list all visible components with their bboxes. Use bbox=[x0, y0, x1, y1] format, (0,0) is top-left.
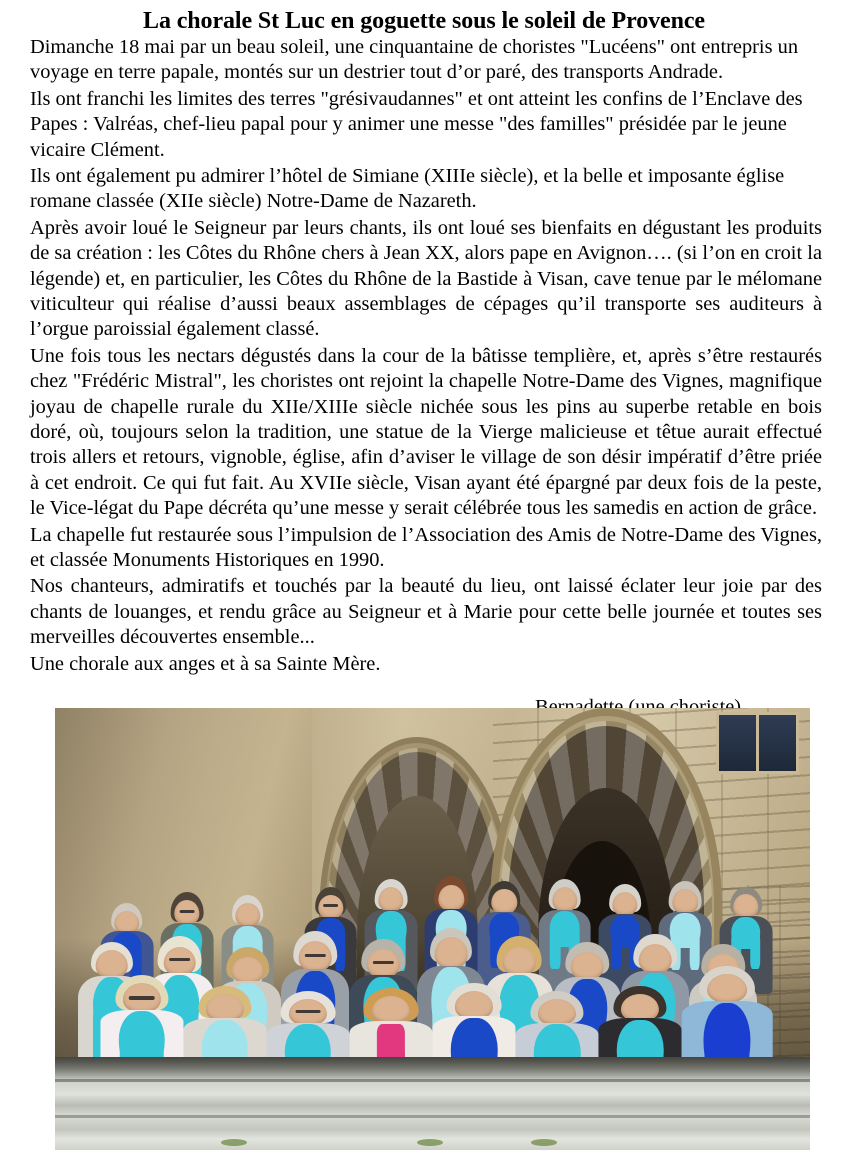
sunglasses bbox=[169, 958, 191, 961]
head bbox=[503, 947, 536, 977]
step-shadow bbox=[55, 1057, 810, 1081]
paragraph-4: Après avoir loué le Seigneur par leurs chants, ils ont loué ses bienfaits en dégustant les produits de sa création : les Côtes du Rhône chers à Jean XX, alors pape en Avignon…. (si l’on en croit la légende) et, en particulier, les Côtes du Rhône de la Bastide à Visan, cave tenue par le mélomane viticulteur qui réalise d’aussi beaux assemblages de cépages qu’il transporte ses auditeurs à l’orgue paroissial également classé. bbox=[30, 216, 822, 341]
photo-canvas bbox=[55, 708, 810, 1150]
head bbox=[673, 889, 698, 914]
sunglasses bbox=[323, 904, 339, 907]
eyeglasses bbox=[295, 1010, 320, 1013]
head bbox=[733, 894, 758, 918]
head bbox=[552, 887, 577, 912]
paragraph-8: Une chorale aux anges et à sa Sainte Mère. bbox=[30, 652, 381, 675]
sunglasses bbox=[180, 910, 195, 913]
head bbox=[235, 903, 260, 927]
paragraph-1: Dimanche 18 mai par un beau soleil, une cinquantaine de choristes "Lucéens" ont entrepris un voyage en terre papale, montés sur un destrier tout d’or paré, des transports Andrade. bbox=[30, 35, 799, 84]
group-photo bbox=[55, 708, 810, 1150]
eyeglasses bbox=[305, 954, 325, 957]
head bbox=[492, 889, 517, 914]
head bbox=[231, 957, 264, 984]
head bbox=[571, 952, 604, 981]
sunglasses bbox=[129, 996, 156, 1000]
head bbox=[612, 892, 637, 916]
article-body bbox=[0, 35, 848, 721]
paragraph-5: Une fois tous les nectars dégustés dans la cour de la bâtisse templière, et, après s’être restaurés chez "Frédéric Mistral", les choristes ont rejoint la chapelle Notre-Dame des Vignes, magnifique joyau de chapelle rurale du XIIe/XIIIe siècle nichée sous les pins au superbe retable en bois doré, où, toujours selon la tradition, une statue de la Vierge malicieuse et têtue aurait effectué trois allers et retours, vignoble, église, afin d’aviser le village de son désir impératif d’être priée à cet endroit. Ce qui fut fait. Au XVIIe siècle, Visan ayant été épargné par deux fois de la peste, le Vice-légat du Pape décréta qu’une messe y serait célébrée tous les samedis en action de grâce. bbox=[30, 344, 822, 520]
moss-tuft bbox=[417, 1139, 443, 1146]
paragraph-3: Ils ont également pu admirer l’hôtel de Simiane (XIIIe siècle), et la belle et imposante église romane classée (XIIe siècle) Notre-Dame de Nazareth. bbox=[30, 164, 785, 213]
paragraph-7: Nos chanteurs, admiratifs et touchés par la beauté du lieu, ont laissé éclater leur joie par des chants de louanges, et rendu grâce au Seigneur et à Marie pour cette belle journée et toutes ses merveilles découvertes ensemble... bbox=[30, 575, 822, 649]
sunglasses bbox=[373, 961, 393, 964]
moss-tuft bbox=[531, 1139, 557, 1146]
head bbox=[435, 937, 468, 968]
page-title: La chorale St Luc en goguette sous le soleil de Provence bbox=[143, 8, 705, 34]
church-steps bbox=[55, 1057, 810, 1150]
moss-tuft bbox=[221, 1139, 247, 1146]
head bbox=[707, 974, 747, 1003]
head bbox=[439, 885, 464, 911]
paragraph-2: Ils ont franchi les limites des terres "grésivaudannes" et ont atteint les confins de l’Enclave des Papes : Valréas, chef-lieu papal pour y animer une messe "des familles" présidée par le jeune vicaire Clément. bbox=[30, 87, 803, 161]
head bbox=[114, 911, 139, 934]
head bbox=[299, 941, 332, 972]
head bbox=[639, 944, 672, 974]
facade-window bbox=[716, 712, 799, 774]
paragraph-6: La chapelle fut restaurée sous l’impulsion de l’Association des Amis de Notre-Dame des Vignes, et classée Monuments Historiques en 1990. bbox=[30, 523, 822, 571]
head bbox=[378, 887, 403, 912]
